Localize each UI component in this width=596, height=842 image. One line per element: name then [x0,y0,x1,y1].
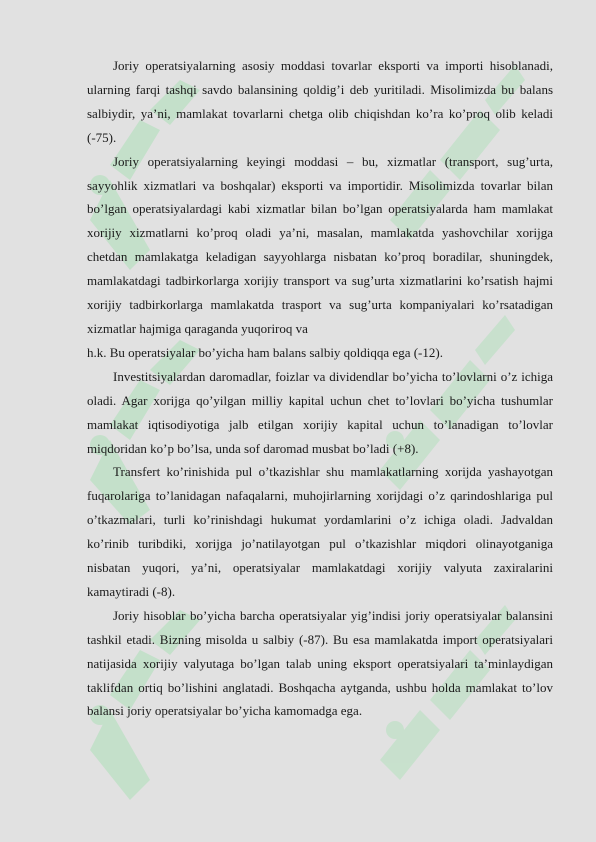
paragraph-transfers: Transfert ko’rinishida pul o’tkazishlar shu mamlakatlarning xorijda yashayotgan fuqarolariga to’lanidagan nafaqalarni, muhojirlarning xorijdagi o’z qarindoshlariga pul o’tkazmalari, turli ko’rinishdagi hukumat yordamlarini o’z ichiga oladi. Jadvaldan ko’rinib turibdiki, xorijga jo’natilayotgan pul o’tkazishlar miqdori olinayotganiga nisbatan yuqori, ya’ni, operatsiyalar mamlakatdagi xorijiy valyuta zaxiralarini kamaytiradi (-8). [87,464,553,599]
paragraph-investment-income: Investitsiyalardan daromadlar, foizlar va dividendlar bo’yicha to’lovlarni o’z ichiga oladi. Agar xorijga qo’yilgan milliy kapital uchun chet to’lovlari bo’yicha tushumlar mamlakat iqtisodiyotiga jalb etilgan xorijiy kapital uchun to’lanadigan to’lovlar miqdoridan ko’p bo’lsa, unda sof daromad musbat bo’ladi (+8). [87,368,553,456]
paragraph-exports-imports: Joriy operatsiyalarning asosiy moddasi tovarlar eksporti va importi hisoblanadi, ularning farqi tashqi savdo balansining qoldig’i deb yuritiladi. Misolimizda bu balans salbiydir, ya’ni, mamlakat tovarlarni chetga olib chiqishdan ko’ra ko’proq olib keladi (-75). [87,58,553,145]
document-body [87,54,553,723]
paragraph-services: Joriy operatsiyalarning keyingi moddasi – bu, xizmatlar (transport, sug’urta, sayyohlik xizmatlari va boshqalar) eksporti va importidir. Misolimizda tovarlar bilan bo’lgan operatsiyalardagi kabi xizmatlar bilan bo’lgan operatsiyalarda ham mamlakat xorijiy xizmatlarni ko’proq oladi ya’ni, masalan, mamlakatda yashovchilar xorijga chetdan mamlakatga keladigan sayyohlarga nisbatan ko’proq boradilar, shuningdek, mamlakatdagi tadbirkorlarga xorijiy transport va sug’urta xizmatlarini ko’rsatish hajmi xorijiy tadbirkorlarga mamlakatda trasport va sug’urta kompaniyalari ko’rsatadigan xizmatlar hajmiga qaraganda yuqoriroq va [87,153,553,336]
paragraph-current-account-balance: Joriy hisoblar bo’yicha barcha operatsiyalar yig’indisi joriy operatsiyalar balansini tashkil etadi. Bizning misolda u salbiy (-87). Bu esa mamlakatda import operatsiyalari natijasida xorijiy valyutaga bo’lgan talab uning eksport operatsiyalari ta’minlaydigan taklifdan ortiq bo’lishini anglatadi. Boshqacha aytganda, ushbu holda mamlakat to’lov balansi joriy operatsiyalar bo’yicha kamomadga ega. [87,607,553,719]
paragraph-services-balance: h.k. Bu operatsiyalar bo’yicha ham balans salbiy qoldiqqa ega (-12). [87,344,443,360]
